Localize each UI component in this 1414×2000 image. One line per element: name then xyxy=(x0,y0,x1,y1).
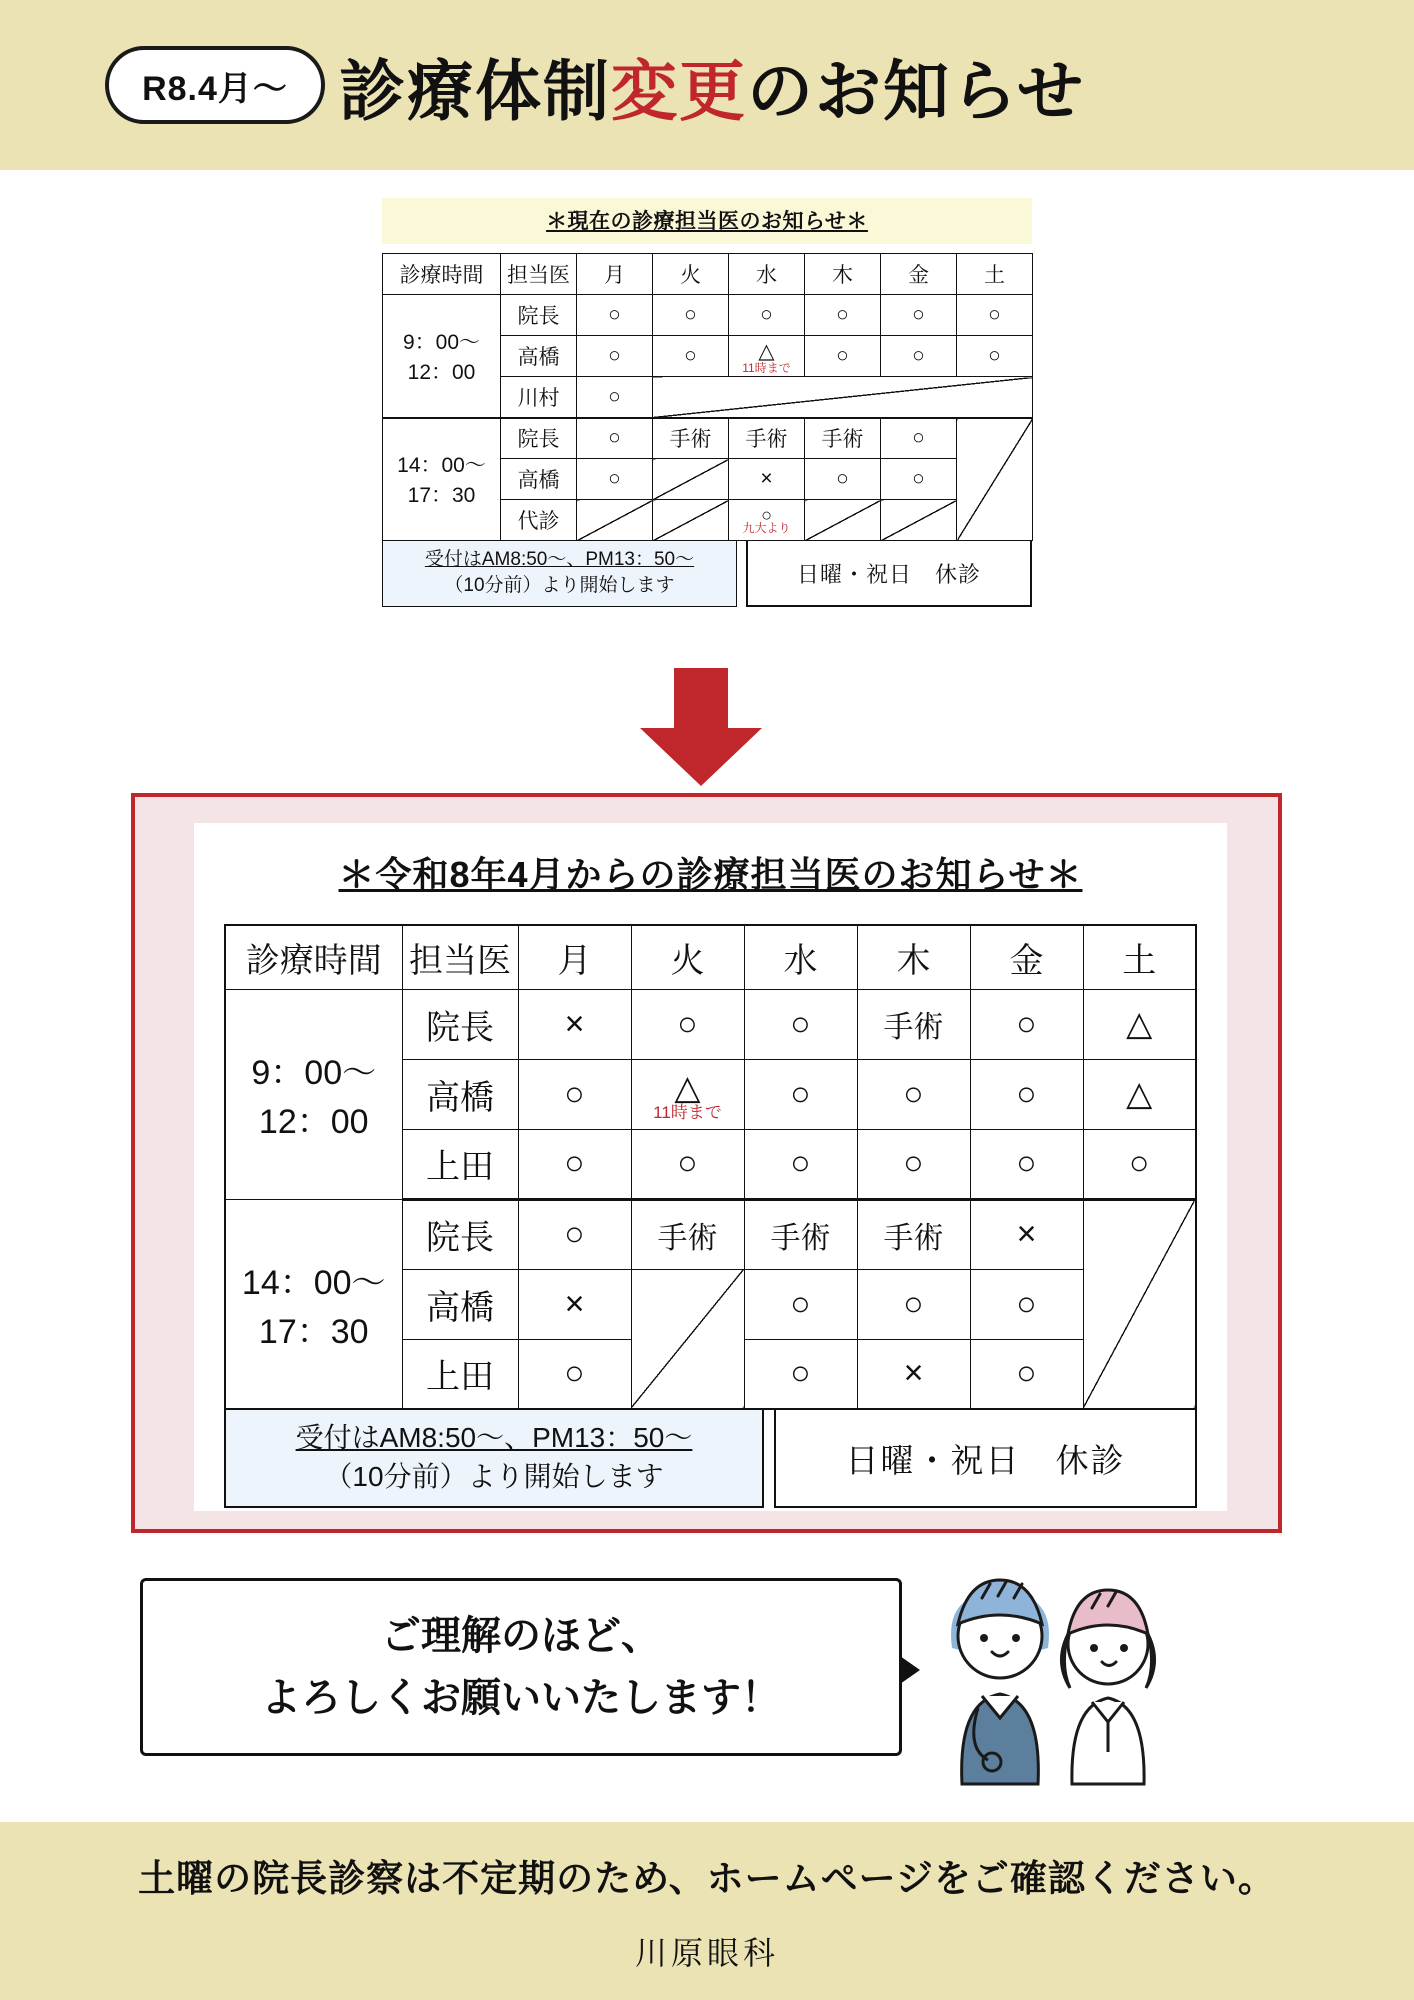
col-header-mon: 月 xyxy=(577,254,653,295)
doctor-name: 上田 xyxy=(402,1129,518,1199)
cell-unavailable-fri xyxy=(881,500,957,541)
table-row xyxy=(383,295,1033,336)
new-schedule-title: ＊令和8年4月からの診療担当医のお知らせ＊ xyxy=(338,854,1083,895)
cell-fri: ○ xyxy=(970,989,1083,1059)
cell-fri: ○ xyxy=(970,1059,1083,1129)
message-line1: ご理解のほど、 xyxy=(381,1614,661,1658)
cell-sat: △ xyxy=(1083,1059,1196,1129)
cell-mark: △ xyxy=(674,1068,701,1107)
cell-unavailable-span xyxy=(653,377,1033,418)
cell-tue: ○ xyxy=(653,336,729,377)
cell-unavailable-tue xyxy=(653,500,729,541)
cell-tue: ○ xyxy=(631,1129,744,1199)
doctor-name: 院長 xyxy=(402,989,518,1059)
col-header-doctor: 担当医 xyxy=(501,254,577,295)
cell-fri: ○ xyxy=(881,459,957,500)
footer-band xyxy=(0,1822,1414,2000)
cell-mon: ○ xyxy=(577,377,653,418)
cell-wed: ○ xyxy=(744,1269,857,1339)
reception-note xyxy=(224,1410,764,1508)
table-row xyxy=(225,989,1196,1059)
col-header-fri: 金 xyxy=(970,925,1083,989)
col-header-thu: 木 xyxy=(857,925,970,989)
cell-mon: × xyxy=(518,1269,631,1339)
cell-wed xyxy=(729,336,805,377)
col-header-fri: 金 xyxy=(881,254,957,295)
cell-fri: ○ xyxy=(881,336,957,377)
cell-mon: ○ xyxy=(577,418,653,459)
cell-wed: ○ xyxy=(729,295,805,336)
doctor-name: 代診 xyxy=(501,500,577,541)
cell-unavailable-mon xyxy=(577,500,653,541)
cell-wed: × xyxy=(729,459,805,500)
cell-wed xyxy=(729,500,805,541)
time-morning-line2: 12：00 xyxy=(407,360,476,384)
message-line2: よろしくお願いいたします！ xyxy=(261,1676,781,1720)
footer-note: 土曜の院長診察は不定期のため、ホームページをご確認ください。 xyxy=(138,1858,1276,1899)
cell-sat: △ xyxy=(1083,989,1196,1059)
reception-line1: 受付はAM8:50～、PM13：50～ xyxy=(295,1422,693,1453)
cell-sat: ○ xyxy=(1083,1129,1196,1199)
cell-tue: 手術 xyxy=(631,1199,744,1269)
current-schedule-title: ＊現在の診療担当医のお知らせ＊ xyxy=(382,198,1032,244)
col-header-doctor: 担当医 xyxy=(402,925,518,989)
new-schedule-table xyxy=(224,924,1197,1410)
cell-wed: ○ xyxy=(744,989,857,1059)
col-header-time: 診療時間 xyxy=(383,254,501,295)
current-schedule-table xyxy=(382,253,1033,541)
page-title-pre: 診療体制 xyxy=(339,53,611,128)
col-header-tue: 火 xyxy=(631,925,744,989)
doctor-name: 川村 xyxy=(501,377,577,418)
cell-fri: ○ xyxy=(970,1269,1083,1339)
time-afternoon-line2: 17：30 xyxy=(258,1312,369,1351)
doctor-name: 高橋 xyxy=(402,1059,518,1129)
page-title xyxy=(339,38,1085,133)
cell-fri: ○ xyxy=(881,295,957,336)
new-schedule-block xyxy=(194,823,1227,1511)
table-row xyxy=(383,418,1033,459)
col-header-wed: 水 xyxy=(729,254,805,295)
cell-mon: ○ xyxy=(518,1129,631,1199)
doctor-name: 院長 xyxy=(501,295,577,336)
col-header-mon: 月 xyxy=(518,925,631,989)
header-band xyxy=(0,0,1414,170)
new-schedule-footer xyxy=(224,1410,1197,1508)
reception-line2: （10分前）より開始します xyxy=(444,574,675,596)
clinic-name: 川原眼科 xyxy=(634,1935,779,1971)
doctor-name: 上田 xyxy=(402,1339,518,1409)
cell-wed: 手術 xyxy=(729,418,805,459)
cell-thu: ○ xyxy=(857,1129,970,1199)
cell-tue: ○ xyxy=(631,989,744,1059)
time-morning xyxy=(225,989,402,1199)
time-afternoon-line1: 14：00～ xyxy=(397,454,486,478)
doctor-name: 院長 xyxy=(501,418,577,459)
time-afternoon-line2: 17：30 xyxy=(407,484,476,508)
cell-unavailable-sat xyxy=(1083,1199,1196,1409)
page-title-accent: 変更 xyxy=(611,53,747,128)
cell-mon: ○ xyxy=(577,295,653,336)
cell-tue xyxy=(631,1059,744,1129)
message-box xyxy=(140,1578,902,1756)
cell-wed: 手術 xyxy=(744,1199,857,1269)
cell-wed: ○ xyxy=(744,1059,857,1129)
cell-tue: 手術 xyxy=(653,418,729,459)
current-schedule-footer xyxy=(382,541,1032,607)
cell-thu: × xyxy=(857,1339,970,1409)
cell-thu: ○ xyxy=(805,295,881,336)
cell-mark: △ xyxy=(758,339,775,363)
table-header-row xyxy=(383,254,1033,295)
cell-note: 11時まで xyxy=(653,1102,722,1122)
doctor-name: 高橋 xyxy=(402,1269,518,1339)
cell-unavailable-tue xyxy=(631,1269,744,1409)
cell-thu: 手術 xyxy=(805,418,881,459)
doctor-name: 院長 xyxy=(402,1199,518,1269)
cell-sat: ○ xyxy=(957,336,1033,377)
current-schedule-block xyxy=(382,198,1032,607)
new-schedule-frame xyxy=(131,793,1282,1533)
cell-unavailable-thu xyxy=(805,500,881,541)
time-morning-line1: 9：00～ xyxy=(251,1054,377,1092)
col-header-sat: 土 xyxy=(957,254,1033,295)
time-afternoon-line1: 14：00～ xyxy=(241,1263,386,1302)
col-header-thu: 木 xyxy=(805,254,881,295)
cell-unavailable-tue xyxy=(653,459,729,500)
cell-thu: ○ xyxy=(805,459,881,500)
cell-fri: ○ xyxy=(881,418,957,459)
closed-days-note: 日曜・祝日 休診 xyxy=(774,1410,1197,1508)
page-title-post: のお知らせ xyxy=(747,53,1086,128)
cell-note: 九大より xyxy=(742,521,791,535)
cell-mon: ○ xyxy=(518,1339,631,1409)
cell-tue: ○ xyxy=(653,295,729,336)
reception-line2: （10分前）より開始します xyxy=(324,1461,664,1493)
time-morning xyxy=(383,295,501,418)
cell-mon: ○ xyxy=(577,459,653,500)
doctor-name: 高橋 xyxy=(501,336,577,377)
col-header-sat: 土 xyxy=(1083,925,1196,989)
cell-thu: 手術 xyxy=(857,1199,970,1269)
cell-mon: × xyxy=(518,989,631,1059)
table-row xyxy=(225,1199,1196,1269)
reception-line1: 受付はAM8:50～、PM13：50～ xyxy=(424,549,695,570)
period-badge: R8.4月～ xyxy=(105,46,325,124)
cell-sat: ○ xyxy=(957,295,1033,336)
cell-thu: ○ xyxy=(857,1269,970,1339)
cell-thu: 手術 xyxy=(857,989,970,1059)
time-morning-line1: 9：00～ xyxy=(402,330,481,354)
cell-wed: ○ xyxy=(744,1339,857,1409)
col-header-tue: 火 xyxy=(653,254,729,295)
time-morning-line2: 12：00 xyxy=(258,1103,369,1141)
cell-unavailable-sat xyxy=(957,418,1033,541)
table-header-row xyxy=(225,925,1196,989)
cell-mon: ○ xyxy=(518,1199,631,1269)
col-header-wed: 水 xyxy=(744,925,857,989)
reception-note xyxy=(382,541,737,607)
down-arrow-icon xyxy=(636,668,766,788)
cell-note: 11時まで xyxy=(742,360,791,375)
cell-fri: ○ xyxy=(970,1129,1083,1199)
cell-mon: ○ xyxy=(577,336,653,377)
time-afternoon xyxy=(383,418,501,541)
cell-thu: ○ xyxy=(857,1059,970,1129)
closed-days-note: 日曜・祝日 休診 xyxy=(746,541,1032,607)
col-header-time: 診療時間 xyxy=(225,925,402,989)
cell-fri: × xyxy=(970,1199,1083,1269)
cell-wed: ○ xyxy=(744,1129,857,1199)
cell-thu: ○ xyxy=(805,336,881,377)
cell-mon: ○ xyxy=(518,1059,631,1129)
cell-mark: ○ xyxy=(761,505,772,525)
cell-fri: ○ xyxy=(970,1339,1083,1409)
time-afternoon xyxy=(225,1199,402,1409)
staff-illustration xyxy=(912,1558,1212,1788)
doctor-name: 高橋 xyxy=(501,459,577,500)
